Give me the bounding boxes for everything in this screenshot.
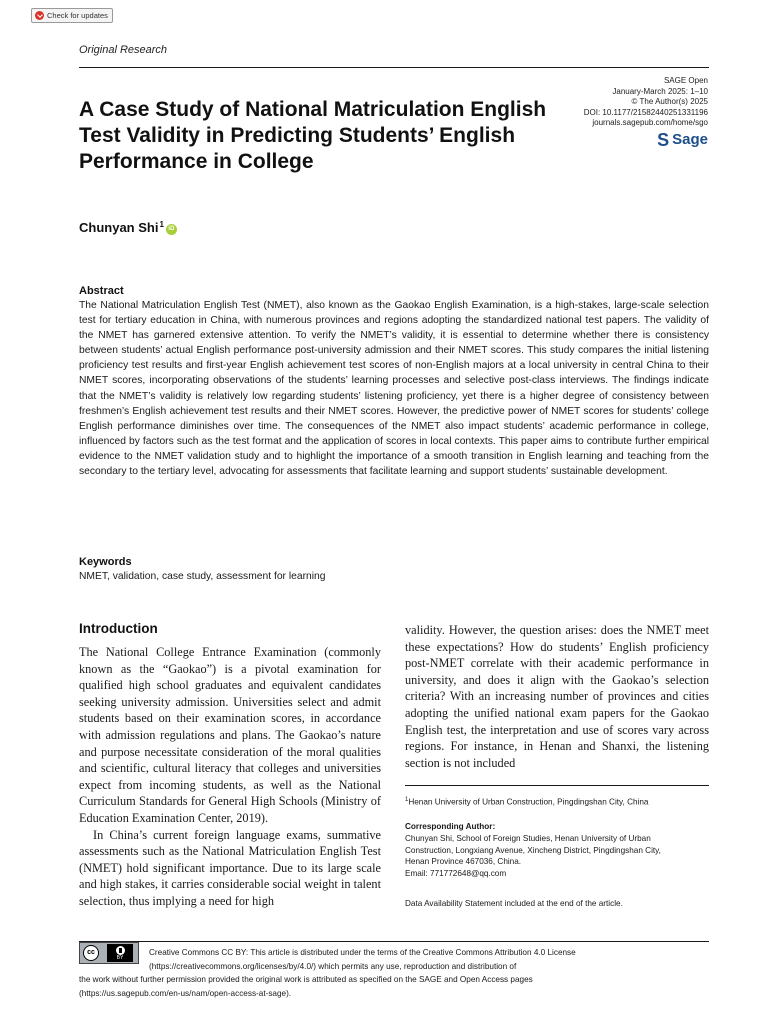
license-line-1: Creative Commons CC BY: This article is distributed under the terms of the Creative Commons Attribution 4.0 License xyxy=(149,948,576,957)
affiliation-text: Henan University of Urban Construction, Pingdingshan City, China xyxy=(408,797,649,807)
article-title: A Case Study of National Matriculation English Test Validity in Predicting Students’ English Performance in College xyxy=(79,98,547,173)
corr-email[interactable]: Email: 771772648@qq.com xyxy=(405,868,507,878)
license-line-4[interactable]: (https://us.sagepub.com/en-us/nam/open-access-at-sage). xyxy=(79,988,292,998)
license-line-2[interactable]: (https://creativecommons.org/licenses/by/4.0/) which permits any use, reproduction and distribution of xyxy=(149,961,517,971)
body-column-right xyxy=(405,622,709,771)
affiliation-footnote-mark: 1 xyxy=(405,797,409,803)
copyright-line: © The Author(s) 2025 xyxy=(631,97,708,106)
license-rule xyxy=(79,941,709,942)
keywords-heading: Keywords xyxy=(79,556,132,568)
author-affiliation-mark: 1 xyxy=(159,220,164,229)
corresponding-author-details xyxy=(405,833,709,879)
corresponding-author-heading: Corresponding Author: xyxy=(405,822,496,831)
intro-paragraph-1: The National College Entrance Examination (commonly known as the “Gaokao”) is a pivotal examination for qualified high school graduates and equivalent candidates seeking university admission. Universities select and admit students based on their examination scores, in accordance with admission regulations and plans. The Gaokao’s nature and purpose necessitate consideration of the moral qualities and scientific, cultural literacy that colleges and universities expect from incoming students, as well as the National Curriculum Standards for General High Schools (Ministry of Education Examination Center, 2019). xyxy=(79,645,381,825)
abstract-text: The National Matriculation English Test (NMET), also known as the Gaokao English Examination, is a high-stakes, large-scale selection test for tertiary education in China, with numerous provinces and regions adopting the standardized national test papers. The validity of the NMET has garnered extensive attention. To verify the NMET’s validity, it is essential to determine whether there is consistency between students’ actual English performance post-university admission and their NMET scores. This study compares the initial listening proficiency test results and first-year English achievement test scores of non-English majors at a local university in central China to their NMET scores, incorporating observations of the students’ learning processes and selective post-class interviews. The findings indicate that the NMET’s validity is relatively low regarding students’ listening proficiency, yet there is a higher degree of consistency between freshmen’s English achievement test results and their NMET scores. However, the predictive power of NMET scores for students’ college English performance diminishes over time. The consequences of the NMET also impact students’ academic performance in college, influenced by factors such as the test format and the application of scores in local contexts. This paper aims to contribute further empirical evidence to the NMET validation study and to highlight the importance of a smooth transition in English learning and teaching from the secondary to the tertiary level, advocating for assessments that facilitate learning and support students’ sustainable development. xyxy=(79,300,709,478)
keywords-text: NMET, validation, case study, assessment for learning xyxy=(79,571,326,582)
journal-url-link[interactable]: journals.sagepub.com/home/sgo xyxy=(592,118,708,127)
corr-line-2: Construction, Longxiang Avenue, Xincheng District, Pingdingshan City, xyxy=(405,845,661,855)
author-name: Chunyan Shi xyxy=(79,220,159,235)
by-label: BY xyxy=(116,954,124,961)
sage-logo-text: Sage xyxy=(672,131,708,148)
doi-link[interactable]: DOI: 10.1177/21582440251331196 xyxy=(583,107,708,117)
creative-commons-icon: cc xyxy=(83,945,99,961)
introduction-heading: Introduction xyxy=(79,621,158,636)
check-for-updates-badge[interactable] xyxy=(31,8,113,23)
corr-line-1: Chunyan Shi, School of Foreign Studies, Henan University of Urban xyxy=(405,834,651,843)
license-line-3: the work without further permission provided the original work is attributed as specified on the SAGE and Open Access pages xyxy=(79,975,533,984)
orcid-icon[interactable]: iD xyxy=(166,224,177,235)
body-column-left xyxy=(79,644,381,910)
journal-issue: January-March 2025: 1–10 xyxy=(612,86,708,96)
abstract-heading: Abstract xyxy=(79,285,124,297)
sage-logo[interactable] xyxy=(657,131,708,149)
header-rule xyxy=(79,67,709,68)
license-statement xyxy=(79,946,709,1000)
check-updates-label: Check for updates xyxy=(47,11,108,20)
affiliation-footnote xyxy=(405,795,709,808)
author-line xyxy=(79,220,177,235)
data-availability-note: Data Availability Statement included at the end of the article. xyxy=(405,899,623,908)
journal-meta xyxy=(584,76,708,129)
footnote-rule xyxy=(405,785,709,786)
journal-name: SAGE Open xyxy=(663,76,708,85)
intro-paragraph-3: validity. However, the question arises: does the NMET meet these expectations? How do students’ English proficiency post-NMET correlate with their academic performance in university, and does it align with the Gaokao’s selection criteria? With an increasing number of provinces and cities adopting the unified national exam papers for the Gaokao English test, the interpretation and use of scores vary across regions. For instance, in Henan and Shanxi, the listening section is not included xyxy=(405,623,709,770)
intro-paragraph-2: In China’s current foreign language exams, summative assessments such as the National Matriculation English Test (NMET) hold significant importance. Due to its large scale and high stakes, it carries considerable social weight in talent selection, thus implying a need for high xyxy=(79,827,381,908)
article-type-label: Original Research xyxy=(79,44,168,56)
corr-line-3: Henan Province 467036, China. xyxy=(405,857,522,866)
sage-s-icon: S xyxy=(657,130,670,150)
check-updates-icon xyxy=(35,11,44,20)
